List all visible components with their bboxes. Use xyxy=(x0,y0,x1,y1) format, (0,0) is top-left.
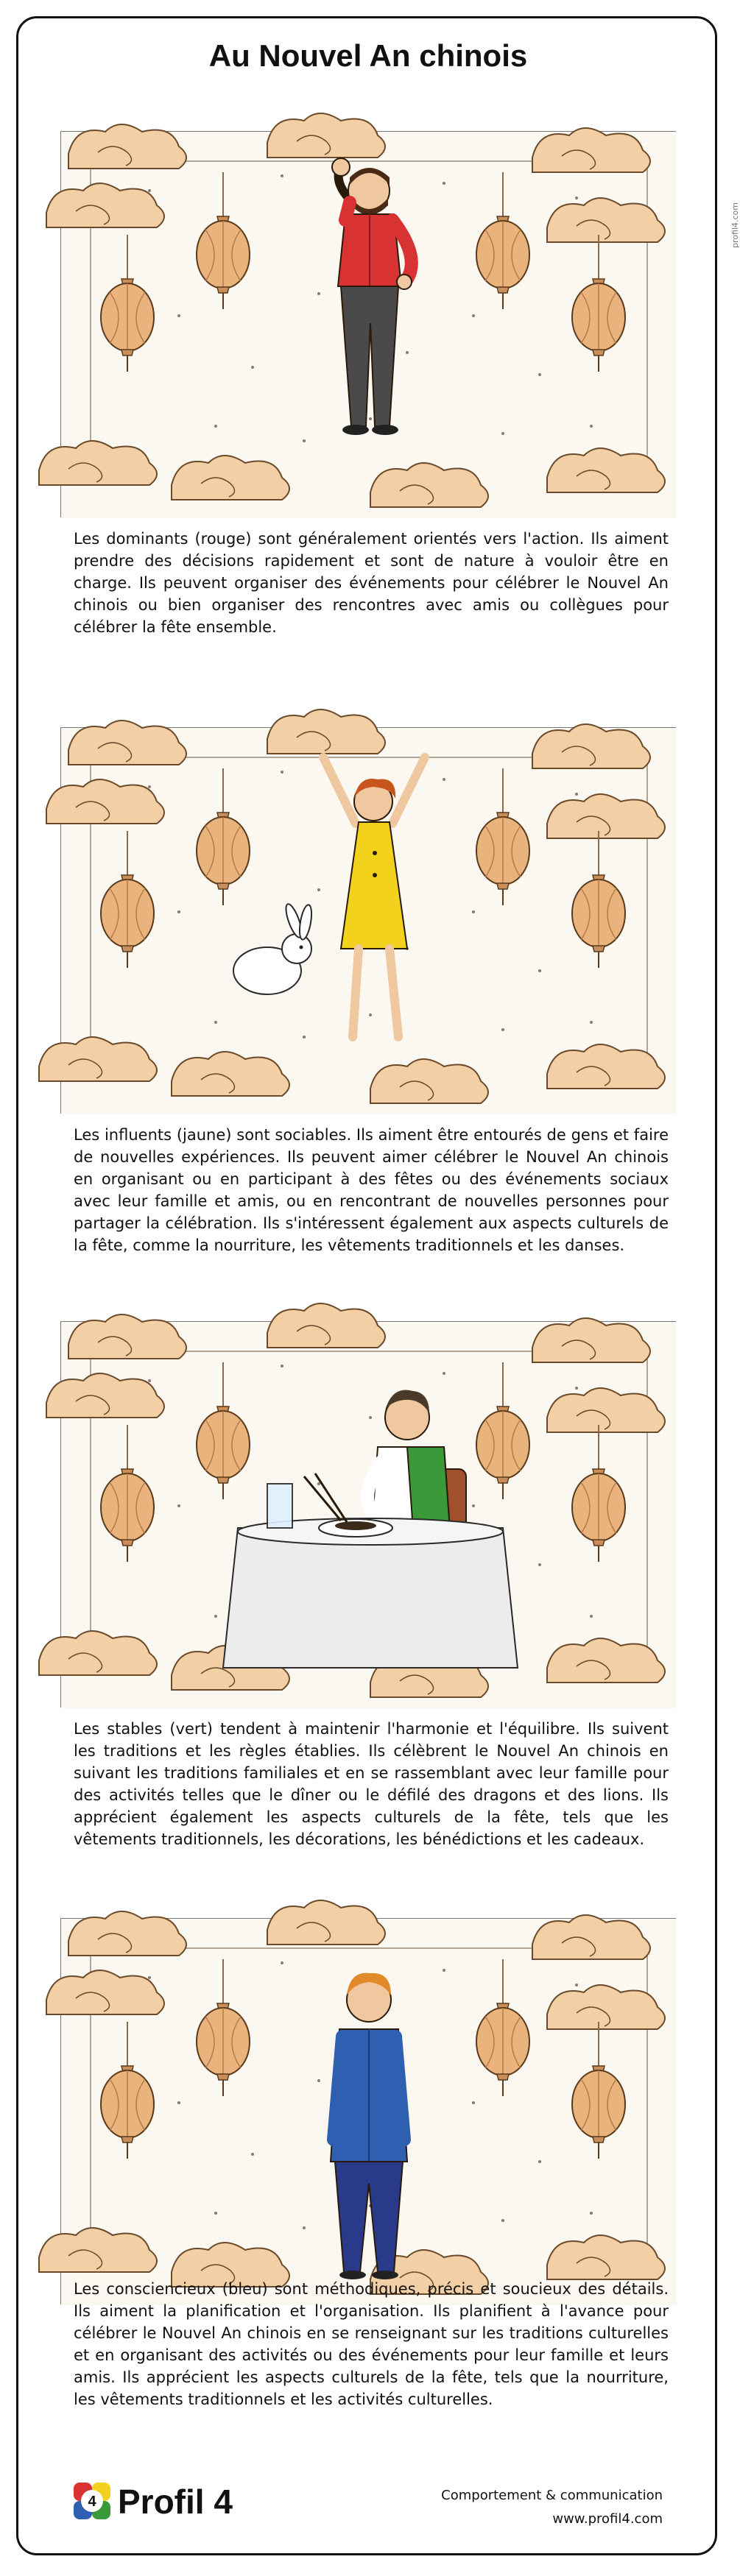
side-url: profil4.com xyxy=(730,202,740,248)
section-text-influent: Les influents (jaune) sont sociables. Ils aiment être entourés de gens et faire de nouvelles expériences. Ils peuvent aimer célébrer le Nouvel An chinois en organisant ou en participant à des fêtes ou des événements sociaux avec leur famille et amis, ou en rencontrant de nouvelles personnes pour partager la célébration. Ils s'intéressent également aux aspects culturels de la fête, comme la nourriture, les vêtements traditionnels et les danses. xyxy=(74,1126,669,1254)
brand-name: Profil 4 xyxy=(118,2483,233,2521)
illustration-dominant xyxy=(60,131,676,517)
section-text-stable: Les stables (vert) tendent à maintenir l'harmonie et l'équilibre. Ils suivent les traditions et les règles établies. Ils célèbrent le Nouvel An chinois en suivant les traditions familiales et en se rassemblant avec leur famille pour des activités telles que le dîner ou le défilé des dragons et des lions. Ils apprécient également les aspects culturels de la fête, tels que les vêtements traditionnels, les décorations, les bénédictions et les cadeaux. xyxy=(74,1720,669,1848)
section-text-dominant: Les dominants (rouge) sont généralement orientés vers l'action. Ils aiment prendre des décisions rapidement et sont de nature à vouloir être en charge. Ils peuvent organiser des événements pour célébrer le Nouvel An chinois ou bien organiser des rencontres avec amis ou collègues pour célébrer la fête ensemble. xyxy=(74,530,669,636)
profil4-logo-icon xyxy=(74,2483,110,2519)
illustration-influent xyxy=(60,727,676,1114)
section-text-conscientious: Les consciencieux (bleu) sont méthodiques, précis et soucieux des détails. Ils aiment la planification et l'organisation. Ils planifient à l'avance pour célébrer le Nouvel An chinois en se renseignant sur les traditions culturelles et en organisant des activités ou des événements pour leur famille et leurs amis. Ils apprécient les aspects culturels de la fête, tels que la nourriture, les vêtements traditionnels et les activités culturelles. xyxy=(74,2280,669,2408)
tagline: Comportement & communication xyxy=(441,2488,663,2503)
logo-digit: 4 xyxy=(88,2494,96,2510)
website-link[interactable]: www.profil4.com xyxy=(552,2511,663,2527)
illustration-conscientious xyxy=(60,1918,676,2304)
illustration-stable xyxy=(60,1321,676,1708)
page-title: Au Nouvel An chinois xyxy=(208,38,528,73)
